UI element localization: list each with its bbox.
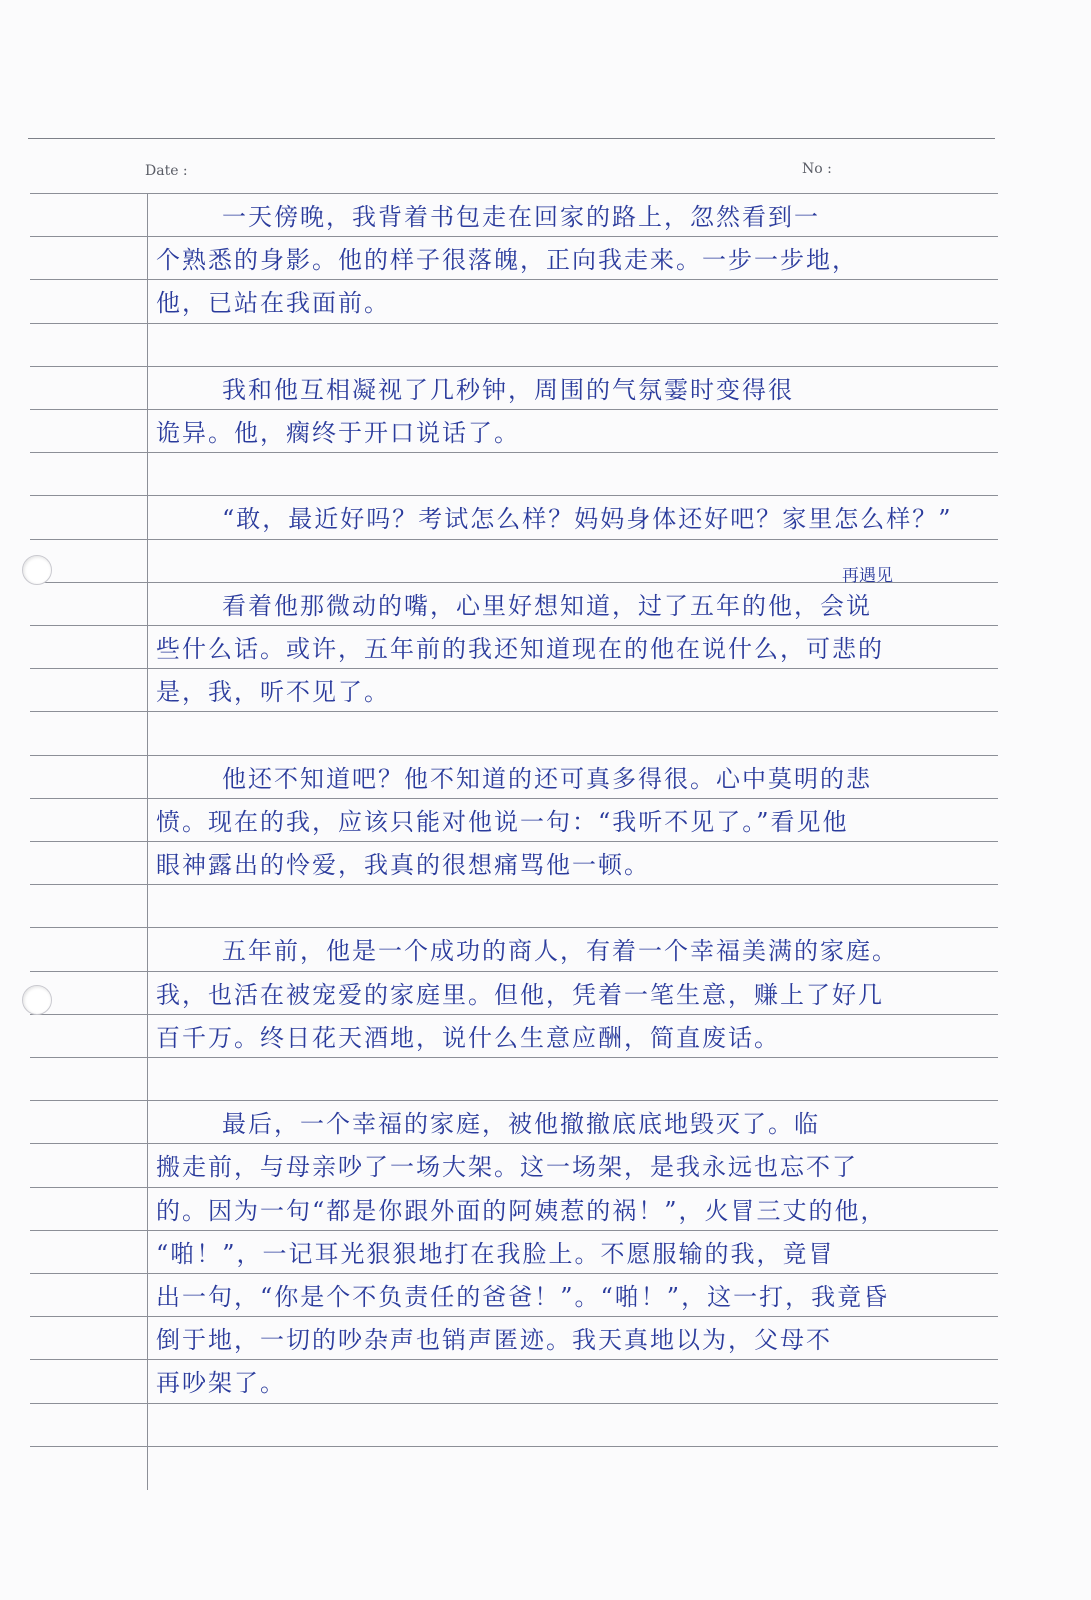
essay-line: 眼神露出的怜爱，我真的很想痛骂他一顿。 — [156, 851, 650, 879]
essay-line: 些什么话。或许，五年前的我还知道现在的他在说什么，可悲的 — [156, 635, 884, 663]
essay-line: 看着他那微动的嘴，心里好想知道，过了五年的他，会说 — [222, 592, 872, 620]
binder-hole-top — [22, 555, 52, 585]
ruled-line — [30, 625, 998, 626]
binder-hole-bottom — [22, 985, 52, 1015]
essay-line: 出一句，“你是个不负责任的爸爸！”。“啪！”，这一打，我竟昏 — [156, 1283, 890, 1311]
number-label: No : — [802, 161, 832, 177]
ruled-line — [30, 279, 998, 280]
essay-line: 再吵架了。 — [156, 1369, 286, 1397]
ruled-line — [30, 1359, 998, 1360]
essay-line: “敢，最近好吗？考试怎么样？妈妈身体还好吧？家里怎么样？” — [222, 505, 953, 533]
ruled-line — [30, 798, 998, 799]
essay-line: 搬走前，与母亲吵了一场大架。这一场架，是我永远也忘不了 — [156, 1153, 858, 1181]
essay-line: 的。因为一句“都是你跟外面的阿姨惹的祸！”，火冒三丈的他， — [156, 1197, 887, 1225]
ruled-line — [30, 927, 998, 928]
ruled-line — [30, 409, 998, 410]
inline-insertion-note: 再遇见 — [842, 566, 893, 586]
ruled-line — [30, 884, 998, 885]
essay-line: 五年前，他是一个成功的商人，有着一个幸福美满的家庭。 — [222, 937, 898, 965]
header-rule — [28, 138, 995, 139]
essay-line: 倒于地，一切的吵杂声也销声匿迹。我天真地以为，父母不 — [156, 1326, 832, 1354]
ruled-line — [30, 1100, 998, 1101]
essay-line: 愤。现在的我，应该只能对他说一句：“我听不见了。”看见他 — [156, 808, 849, 836]
ruled-line — [30, 711, 998, 712]
essay-line: 他，已站在我面前。 — [156, 289, 390, 317]
ruled-line — [30, 539, 998, 540]
ruled-line — [30, 495, 998, 496]
essay-line: 是，我，听不见了。 — [156, 678, 390, 706]
ruled-line — [30, 366, 998, 367]
date-label: Date : — [145, 163, 188, 179]
ruled-line — [30, 1230, 998, 1231]
ruled-line — [30, 1273, 998, 1274]
ruled-line — [30, 1446, 998, 1447]
ruled-line — [30, 452, 998, 453]
ruled-line — [30, 236, 998, 237]
ruled-line — [30, 1014, 998, 1015]
ruled-line — [30, 193, 998, 194]
essay-line: 我和他互相凝视了几秒钟，周围的气氛霎时变得很 — [222, 376, 794, 404]
ruled-line — [30, 323, 998, 324]
essay-line: 个熟悉的身影。他的样子很落魄，正向我走来。一步一步地， — [156, 246, 858, 274]
ruled-line — [30, 1316, 998, 1317]
ruled-line — [30, 1403, 998, 1404]
ruled-line — [30, 1187, 998, 1188]
essay-line: 百千万。终日花天酒地，说什么生意应酬，简直废话。 — [156, 1024, 780, 1052]
margin-line — [147, 193, 148, 1490]
essay-line: “啪！”，一记耳光狠狠地打在我脸上。不愿服输的我，竟冒 — [156, 1240, 835, 1268]
essay-line: 他还不知道吧？他不知道的还可真多得很。心中莫明的悲 — [222, 765, 872, 793]
ruled-line — [30, 1057, 998, 1058]
ruled-line — [30, 755, 998, 756]
ruled-line — [30, 1143, 998, 1144]
essay-line: 最后，一个幸福的家庭，被他撤撤底底地毁灭了。临 — [222, 1110, 820, 1138]
ruled-line — [30, 841, 998, 842]
ruled-line — [30, 971, 998, 972]
ruled-line — [30, 668, 998, 669]
essay-line: 一天傍晚，我背着书包走在回家的路上，忽然看到一 — [222, 203, 820, 231]
essay-line: 我，也活在被宠爱的家庭里。但他，凭着一笔生意，赚上了好几 — [156, 981, 884, 1009]
essay-line: 诡异。他，瘸终于开口说话了。 — [156, 419, 520, 447]
